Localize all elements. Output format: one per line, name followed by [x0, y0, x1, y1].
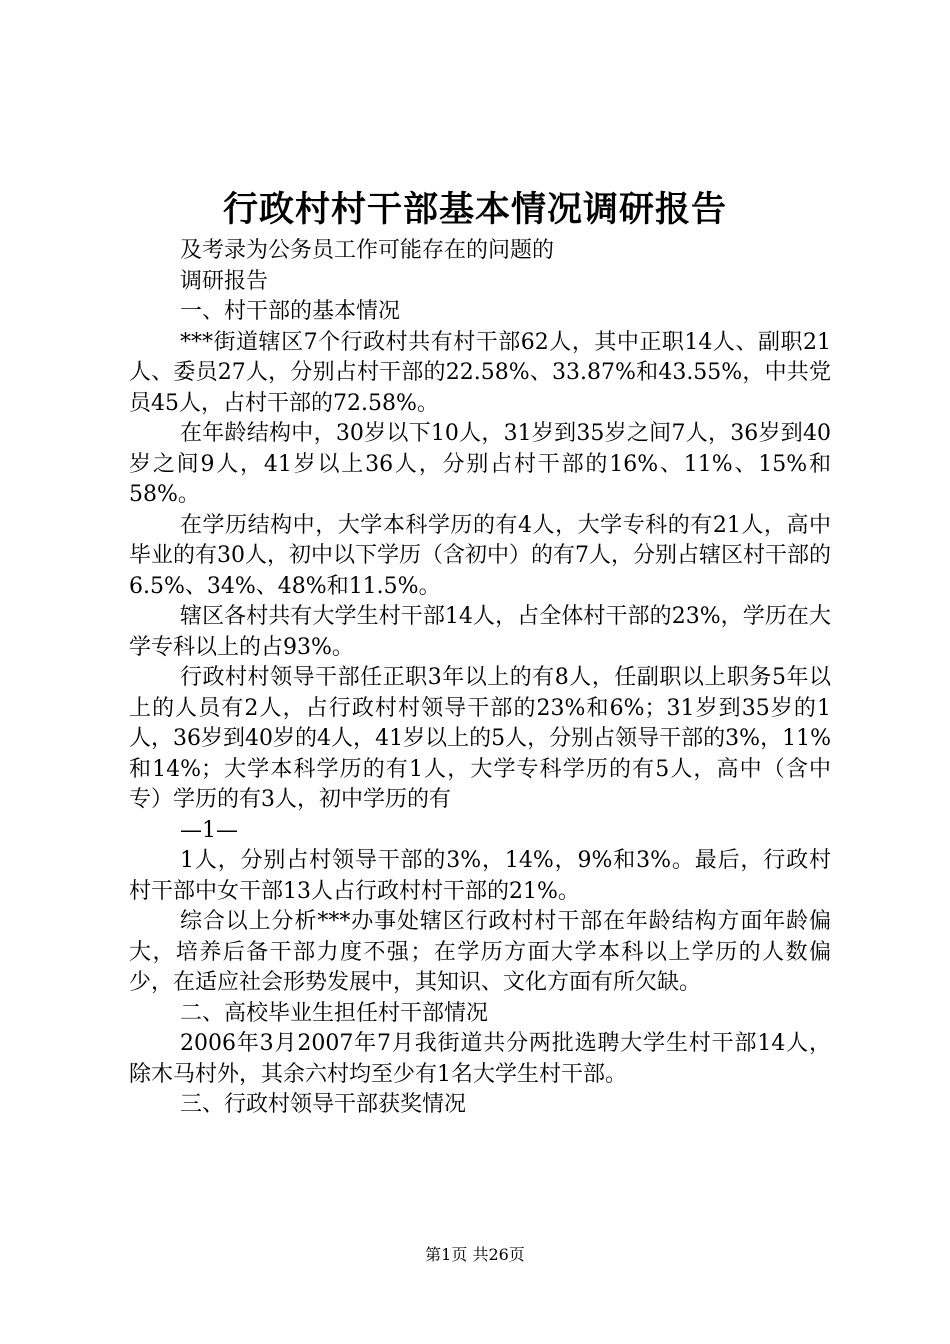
section-heading: 三、行政村领导干部获奖情况 — [180, 1092, 467, 1117]
paragraph: 1人，分别占村领导干部的3%，14%，9%和3%。最后，行政村村干部中女干部13人占行政村村干部的21%。 — [129, 848, 831, 904]
document-body — [129, 236, 831, 1121]
paragraph: 及考录为公务员工作可能存在的问题的 — [180, 238, 555, 263]
paragraph: 辖区各村共有大学生村干部14人，占全体村干部的23%，学历在大学专科以上的占93%。 — [129, 604, 831, 660]
inline-page-marker: —1— — [180, 817, 238, 843]
paragraph: ***街道辖区7个行政村共有村干部62人，其中正职14人、副职21人、委员27人，分别占村干部的22.58%、33.87%和43.55%，中共党员45人，占村干部的72.58%。 — [129, 329, 831, 416]
document-title: 行政村村干部基本情况调研报告 — [222, 189, 727, 230]
paragraph: 综合以上分析***办事处辖区行政村村干部在年龄结构方面年龄偏大，培养后备干部力度不强；在学历方面大学本科以上学历的人数偏少，在适应社会形势发展中，其知识、文化方面有所欠缺。 — [129, 909, 831, 995]
paragraph: 在学历结构中，大学本科学历的有4人，大学专科的有21人，高中毕业的有30人，初中以下学历（含初中）的有7人，分别占辖区村干部的6.5%、34%、48%和11.5%。 — [129, 512, 831, 599]
paragraph: 调研报告 — [180, 268, 269, 294]
page-footer: 第1页 共26页 — [425, 1245, 525, 1264]
section-heading: 一、村干部的基本情况 — [180, 299, 401, 324]
paragraph: 2006年3月2007年7月我街道共分两批选聘大学生村干部14人，除木马村外，其余六村均至少有1名大学生村干部。 — [129, 1031, 831, 1087]
paragraph: 行政村村领导干部任正职3年以上的有8人，任副职以上职务5年以上的人员有2人，占行政村村领导干部的23%和6%；31岁到35岁的1人，36岁到40岁的4人，41岁以上的5人，分别占领导干部的3%，11%和14%；大学本科学历的有1人，大学专科学历的有5人，高中（含中专）学历的有3人，初中学历的有 — [129, 665, 831, 812]
paragraph: 在年龄结构中，30岁以下10人，31岁到35岁之间7人，36岁到40岁之间9人，41岁以上36人，分别占村干部的16%、11%、15%和58%。 — [129, 421, 831, 507]
section-heading: 二、高校毕业生担任村干部情况 — [180, 1000, 489, 1026]
